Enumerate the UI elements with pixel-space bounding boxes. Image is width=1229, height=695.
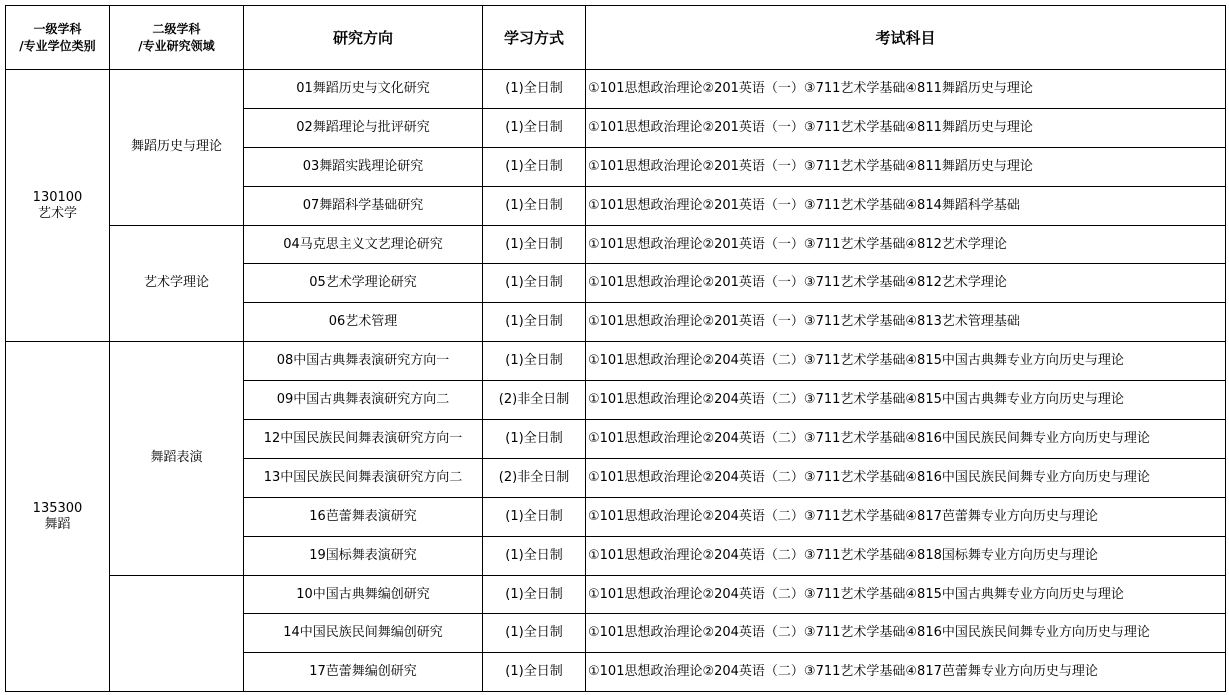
field-cell-choreography (110, 575, 244, 692)
mode-cell: (1)全日制 (483, 225, 586, 264)
header-research-direction: 研究方向 (244, 6, 483, 70)
direction-cell: 09中国古典舞表演研究方向二 (244, 381, 483, 420)
exam-cell: ①101思想政治理论②201英语（一）③711艺术学基础④812艺术学理论 (586, 264, 1226, 303)
mode-cell: (1)全日制 (483, 264, 586, 303)
mode-cell: (1)全日制 (483, 186, 586, 225)
exam-cell: ①101思想政治理论②204英语（二）③711艺术学基础④815中国古典舞专业方向历史与理论 (586, 575, 1226, 614)
direction-cell: 16芭蕾舞表演研究 (244, 497, 483, 536)
direction-cell: 17芭蕾舞编创研究 (244, 653, 483, 692)
direction-cell: 02舞蹈理论与批评研究 (244, 108, 483, 147)
direction-cell: 19国标舞表演研究 (244, 536, 483, 575)
mode-cell: (1)全日制 (483, 108, 586, 147)
direction-cell: 05艺术学理论研究 (244, 264, 483, 303)
table-row (6, 225, 1226, 264)
direction-cell: 04马克思主义文艺理论研究 (244, 225, 483, 264)
table-row (6, 70, 1226, 109)
mode-cell: (2)非全日制 (483, 381, 586, 420)
exam-cell: ①101思想政治理论②201英语（一）③711艺术学基础④812艺术学理论 (586, 225, 1226, 264)
direction-cell: 03舞蹈实践理论研究 (244, 147, 483, 186)
direction-cell: 14中国民族民间舞编创研究 (244, 614, 483, 653)
mode-cell: (1)全日制 (483, 653, 586, 692)
mode-cell: (1)全日制 (483, 536, 586, 575)
header-row (6, 6, 1226, 70)
table-row (6, 575, 1226, 614)
group-cell-art-studies: 130100 艺术学 (6, 70, 110, 342)
field-cell-art-theory: 艺术学理论 (110, 225, 244, 342)
mode-cell: (1)全日制 (483, 420, 586, 459)
direction-cell: 12中国民族民间舞表演研究方向一 (244, 420, 483, 459)
direction-cell: 07舞蹈科学基础研究 (244, 186, 483, 225)
header-study-mode: 学习方式 (483, 6, 586, 70)
direction-cell: 06艺术管理 (244, 303, 483, 342)
exam-cell: ①101思想政治理论②204英语（二）③711艺术学基础④817芭蕾舞专业方向历史与理论 (586, 497, 1226, 536)
mode-cell: (1)全日制 (483, 497, 586, 536)
direction-cell: 01舞蹈历史与文化研究 (244, 70, 483, 109)
direction-cell: 08中国古典舞表演研究方向一 (244, 342, 483, 381)
mode-cell: (1)全日制 (483, 147, 586, 186)
header-level1-discipline: 一级学科 /专业学位类别 (6, 6, 110, 70)
exam-cell: ①101思想政治理论②204英语（二）③711艺术学基础④817芭蕾舞专业方向历史与理论 (586, 653, 1226, 692)
mode-cell: (1)全日制 (483, 70, 586, 109)
mode-cell: (1)全日制 (483, 303, 586, 342)
exam-cell: ①101思想政治理论②204英语（二）③711艺术学基础④815中国古典舞专业方向历史与理论 (586, 381, 1226, 420)
mode-cell: (1)全日制 (483, 614, 586, 653)
mode-cell: (1)全日制 (483, 342, 586, 381)
group-cell-dance: 135300 舞蹈 (6, 342, 110, 692)
exam-cell: ①101思想政治理论②204英语（二）③711艺术学基础④815中国古典舞专业方向历史与理论 (586, 342, 1226, 381)
exam-cell: ①101思想政治理论②201英语（一）③711艺术学基础④813艺术管理基础 (586, 303, 1226, 342)
exam-cell: ①101思想政治理论②201英语（一）③711艺术学基础④811舞蹈历史与理论 (586, 108, 1226, 147)
direction-cell: 13中国民族民间舞表演研究方向二 (244, 458, 483, 497)
table-row (6, 342, 1226, 381)
exam-cell: ①101思想政治理论②201英语（一）③711艺术学基础④811舞蹈历史与理论 (586, 70, 1226, 109)
mode-cell: (1)全日制 (483, 575, 586, 614)
mode-cell: (2)非全日制 (483, 458, 586, 497)
field-cell-dance-history-theory: 舞蹈历史与理论 (110, 70, 244, 226)
exam-cell: ①101思想政治理论②201英语（一）③711艺术学基础④811舞蹈历史与理论 (586, 147, 1226, 186)
exam-subject-table (5, 5, 1226, 692)
direction-cell: 10中国古典舞编创研究 (244, 575, 483, 614)
exam-cell: ①101思想政治理论②201英语（一）③711艺术学基础④814舞蹈科学基础 (586, 186, 1226, 225)
header-exam-subjects: 考试科目 (586, 6, 1226, 70)
header-level2-discipline: 二级学科 /专业研究领域 (110, 6, 244, 70)
exam-cell: ①101思想政治理论②204英语（二）③711艺术学基础④816中国民族民间舞专业方向历史与理论 (586, 420, 1226, 459)
exam-cell: ①101思想政治理论②204英语（二）③711艺术学基础④818国标舞专业方向历史与理论 (586, 536, 1226, 575)
field-cell-dance-performance: 舞蹈表演 (110, 342, 244, 575)
exam-cell: ①101思想政治理论②204英语（二）③711艺术学基础④816中国民族民间舞专业方向历史与理论 (586, 614, 1226, 653)
exam-cell: ①101思想政治理论②204英语（二）③711艺术学基础④816中国民族民间舞专业方向历史与理论 (586, 458, 1226, 497)
